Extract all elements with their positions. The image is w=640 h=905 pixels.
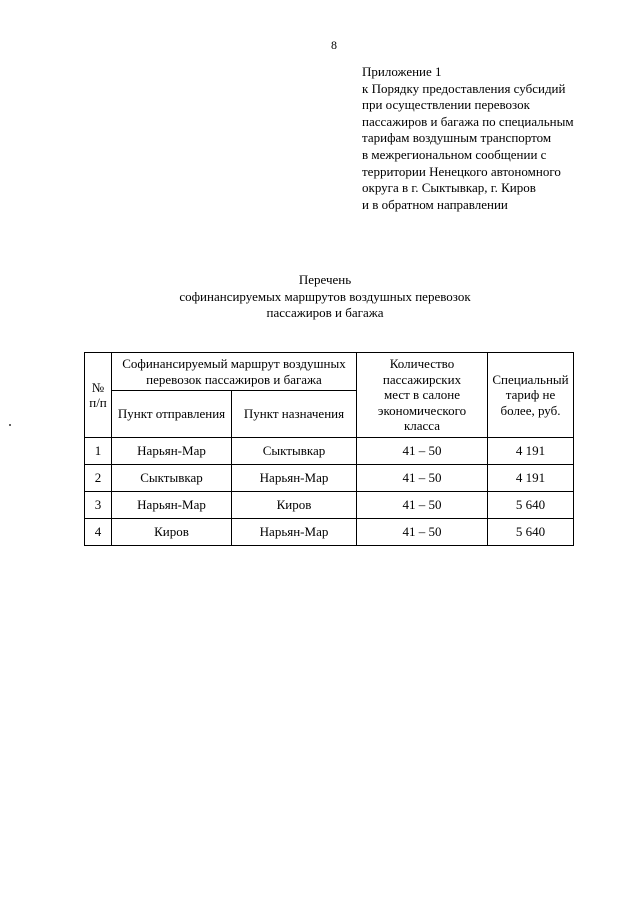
cell-departure: Киров (112, 519, 232, 546)
appendix-line: Приложение 1 (362, 64, 442, 79)
table-row (85, 519, 574, 546)
cell-destination: Нарьян-Мар (232, 519, 357, 546)
title-line: Перечень (298, 272, 352, 287)
header-departure: Пункт отправления (112, 391, 232, 438)
cell-number: 3 (85, 492, 112, 519)
cell-destination: Киров (232, 492, 357, 519)
table-row (85, 465, 574, 492)
cell-departure: Сыктывкар (112, 465, 232, 492)
appendix-line: и в обратном направлении (362, 196, 508, 212)
cell-tariff: 4 191 (488, 465, 574, 492)
cell-tariff: 5 640 (488, 519, 574, 546)
appendix-line: при осуществлении перевозок (362, 97, 530, 113)
document-title (130, 272, 520, 322)
cell-destination: Сыктывкар (232, 438, 357, 465)
table-row (85, 438, 574, 465)
appendix-line: территории Ненецкого автономного (362, 163, 561, 179)
routes-table (84, 352, 574, 546)
cell-departure: Нарьян-Мар (112, 438, 232, 465)
cell-tariff: 4 191 (488, 438, 574, 465)
title-line: софинансируемых маршрутов воздушных перевозок (179, 288, 471, 304)
header-destination: Пункт назначения (232, 391, 357, 438)
appendix-reference (362, 64, 622, 213)
appendix-line: к Порядку предоставления субсидий (362, 80, 566, 96)
appendix-line: округа в г. Сыктывкар, г. Киров (362, 180, 536, 196)
header-route-group: Софинансируемый маршрут воздушных перевозок пассажиров и багажа (112, 353, 357, 391)
cell-destination: Нарьян-Мар (232, 465, 357, 492)
cell-seats: 41 – 50 (357, 438, 488, 465)
header-number: № п/п (85, 353, 112, 438)
scan-speck (9, 424, 11, 426)
page-number: 8 (331, 38, 337, 52)
header-tariff: Специальный тариф не более, руб. (488, 353, 574, 438)
cell-seats: 41 – 50 (357, 519, 488, 546)
appendix-line: пассажиров и багажа по специальным (362, 113, 574, 129)
cell-number: 4 (85, 519, 112, 546)
cell-number: 2 (85, 465, 112, 492)
cell-number: 1 (85, 438, 112, 465)
header-seats: Количество пассажирских мест в салоне экономического класса (357, 353, 488, 438)
appendix-line: в межрегиональном сообщении с (362, 146, 547, 162)
table-header-row (85, 353, 574, 391)
table-row (85, 492, 574, 519)
appendix-line: тарифам воздушным транспортом (362, 130, 552, 146)
cell-departure: Нарьян-Мар (112, 492, 232, 519)
cell-tariff: 5 640 (488, 492, 574, 519)
title-line: пассажиров и багажа (266, 305, 384, 321)
cell-seats: 41 – 50 (357, 492, 488, 519)
cell-seats: 41 – 50 (357, 465, 488, 492)
